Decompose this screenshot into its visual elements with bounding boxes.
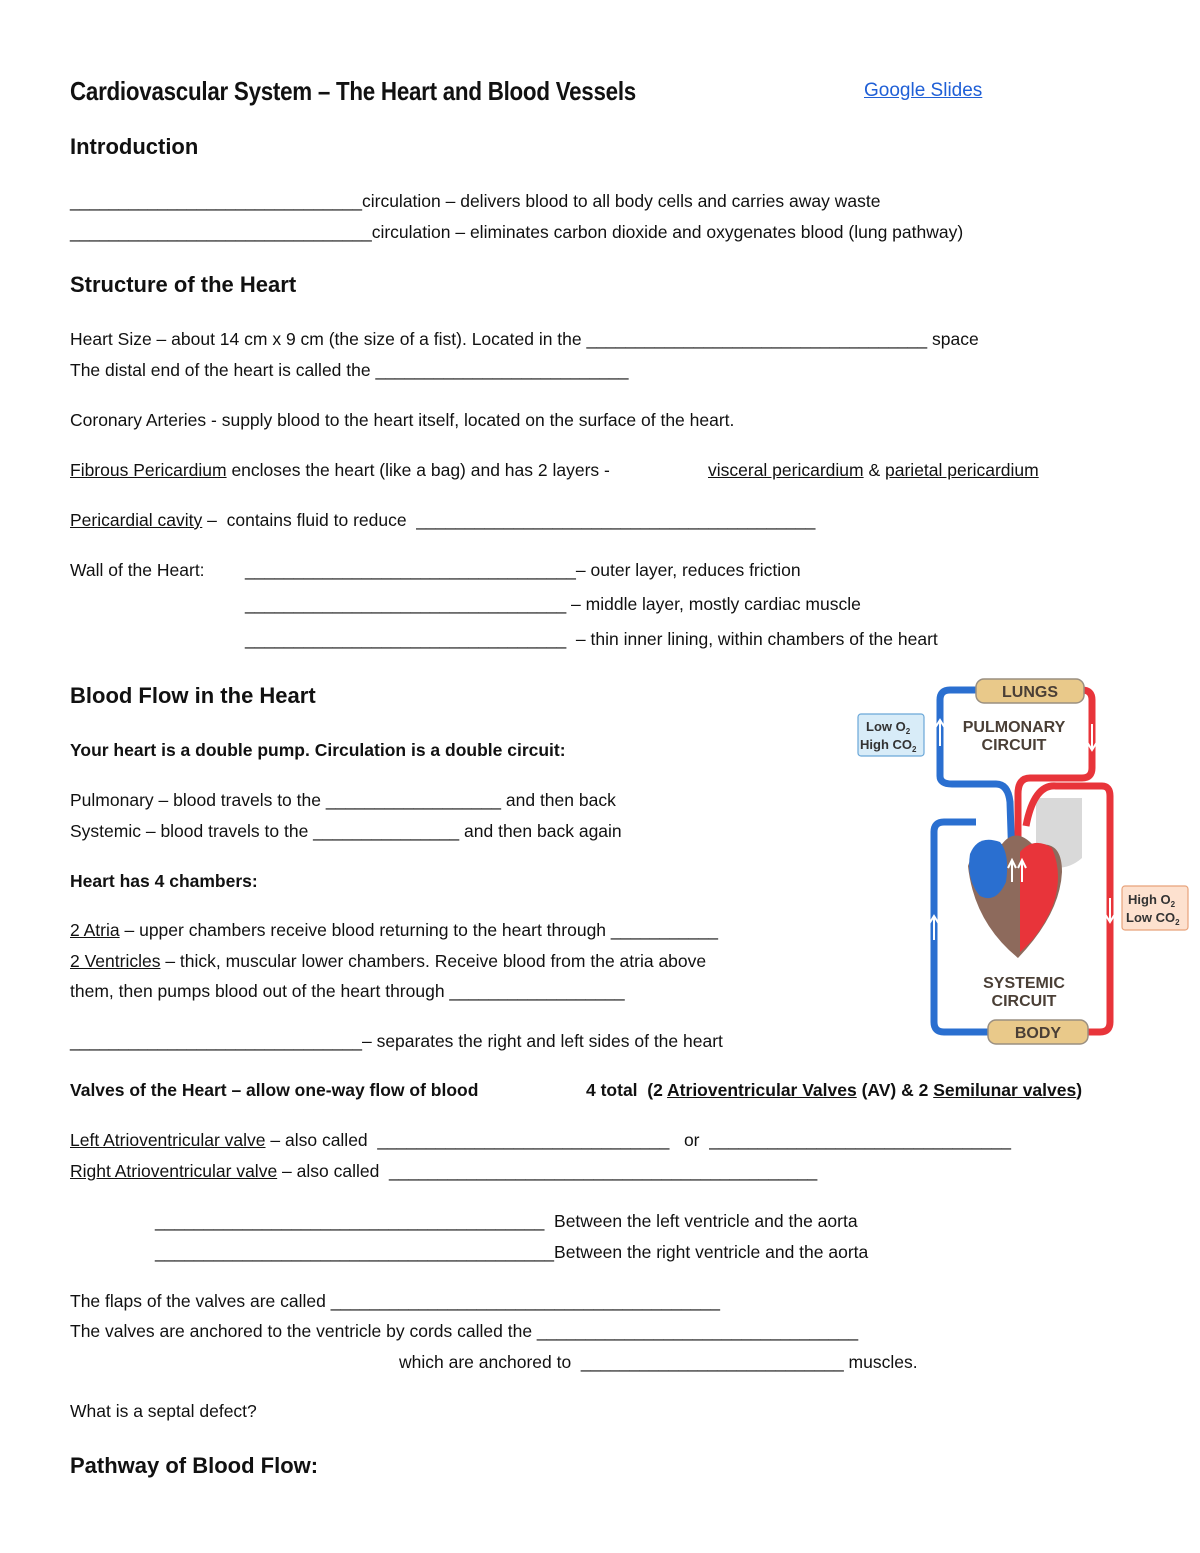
structure-heading: Structure of the Heart — [70, 272, 297, 297]
right-av-line — [70, 1160, 817, 1182]
anchored-line: which are anchored to ___________________________ muscles. — [399, 1352, 918, 1372]
atria-text: – upper chambers receive blood returning to the heart through ___________ — [119, 920, 718, 940]
wall-layer-3: _________________________________ – thin inner lining, within chambers of the heart — [245, 629, 938, 649]
fibrous-pericardium-term: Fibrous Pericardium — [70, 460, 227, 480]
atria-line — [70, 919, 718, 941]
pericardial-cavity-line — [70, 509, 815, 531]
systemic-circuit-label-1: SYSTEMIC — [983, 975, 1065, 992]
ventricles-line-2: them, then pumps blood out of the heart through __________________ — [70, 981, 625, 1001]
valves-total-mid: (AV) & 2 — [856, 1080, 934, 1100]
circulation-diagram — [856, 676, 1192, 1046]
left-av-line — [70, 1129, 1011, 1151]
atria-term: 2 Atria — [70, 920, 120, 940]
valves-total — [586, 1079, 1082, 1101]
pulmonary-line: Pulmonary – blood travels to the __________________ and then back — [70, 790, 616, 810]
pathway-heading: Pathway of Blood Flow: — [70, 1453, 319, 1478]
systemic-line: Systemic – blood travels to the _______________ and then back again — [70, 821, 622, 841]
pericardium-layers — [708, 459, 1039, 481]
coronary-arteries-line: Coronary Arteries - supply blood to the heart itself, located on the surface of the heart. — [70, 410, 735, 430]
valves-heading: Valves of the Heart – allow one-way flow of blood — [70, 1080, 479, 1100]
right-av-term: Right Atrioventricular valve — [70, 1161, 278, 1181]
low-o2-label: Low $O_2$ — [866, 719, 911, 736]
left-av-term: Left Atrioventricular valve — [70, 1130, 266, 1150]
wall-layer-1: __________________________________– outer layer, reduces friction — [245, 560, 801, 580]
flaps-line: The flaps of the valves are called ________________________________________ — [70, 1291, 721, 1311]
valves-total-pre: 4 total (2 — [586, 1080, 668, 1100]
heart-size-line: Heart Size – about 14 cm x 9 cm (the size of a fist). Located in the ___________________________________ space — [70, 329, 979, 349]
semilunar-line-1: ________________________________________ Between the left ventricle and the aorta — [155, 1211, 858, 1231]
semilunar-line-2: _________________________________________Between the right ventricle and the aorta — [155, 1242, 869, 1262]
semilunar-valves-term: Semilunar valves — [933, 1080, 1077, 1100]
left-ventricle — [1020, 843, 1058, 952]
lungs-label: LUNGS — [1002, 684, 1058, 701]
septum-line: ______________________________– separates the right and left sides of the heart — [70, 1031, 723, 1051]
high-co2-label: High $CO_2$ — [860, 737, 917, 754]
left-av-text: – also called ______________________________ or _______________________________ — [265, 1130, 1011, 1150]
septal-defect-question: What is a septal defect? — [70, 1401, 257, 1421]
systemic-circuit-label-2: CIRCUIT — [991, 993, 1057, 1010]
google-slides-link[interactable]: Google Slides — [864, 80, 983, 101]
cords-line: The valves are anchored to the ventricle by cords called the _________________________________ — [70, 1321, 859, 1341]
fibrous-pericardium-text: encloses the heart (like a bag) and has 2 layers - — [226, 460, 610, 480]
chambers-heading: Heart has 4 chambers: — [70, 871, 258, 891]
pulmonary-circuit-label-2: CIRCUIT — [981, 737, 1047, 754]
wall-label: Wall of the Heart: — [70, 560, 205, 580]
low-co2-label: Low $CO_2$ — [1126, 910, 1180, 927]
visceral-pericardium: visceral pericardium — [708, 460, 864, 480]
pulmonary-circuit-label-1: PULMONARY — [962, 719, 1066, 736]
wall-layer-2: _________________________________ – middle layer, mostly cardiac muscle — [245, 594, 861, 614]
pericardial-cavity-text: – contains fluid to reduce _________________________________________ — [202, 510, 816, 530]
ventricles-line — [70, 950, 706, 972]
ventricles-text: – thick, muscular lower chambers. Receive blood from the atria above — [160, 951, 707, 971]
blood-flow-heading: Blood Flow in the Heart — [70, 683, 316, 708]
fibrous-pericardium-line — [70, 459, 610, 481]
body-label: BODY — [1014, 1025, 1062, 1042]
ampersand: & — [863, 460, 886, 480]
intro-line-2: _______________________________circulation – eliminates carbon dioxide and oxygenates blood (lung pathway) — [70, 222, 964, 242]
distal-end-line: The distal end of the heart is called the __________________________ — [70, 360, 629, 380]
double-pump-line: Your heart is a double pump. Circulation is a double circuit: — [70, 740, 566, 760]
parietal-pericardium: parietal pericardium — [885, 460, 1039, 480]
pericardial-cavity-term: Pericardial cavity — [70, 510, 203, 530]
intro-heading: Introduction — [70, 134, 199, 159]
high-o2-label: High $O_2$ — [1128, 892, 1176, 909]
page-title: Cardiovascular System – The Heart and Blood Vessels — [70, 76, 636, 106]
valves-total-close: ) — [1076, 1080, 1083, 1100]
av-valves-term: Atrioventricular Valves — [667, 1080, 857, 1100]
ventricles-term: 2 Ventricles — [70, 951, 161, 971]
right-av-text: – also called ____________________________________________ — [277, 1161, 818, 1181]
intro-line-1: ______________________________circulation – delivers blood to all body cells and carries away waste — [70, 191, 881, 211]
